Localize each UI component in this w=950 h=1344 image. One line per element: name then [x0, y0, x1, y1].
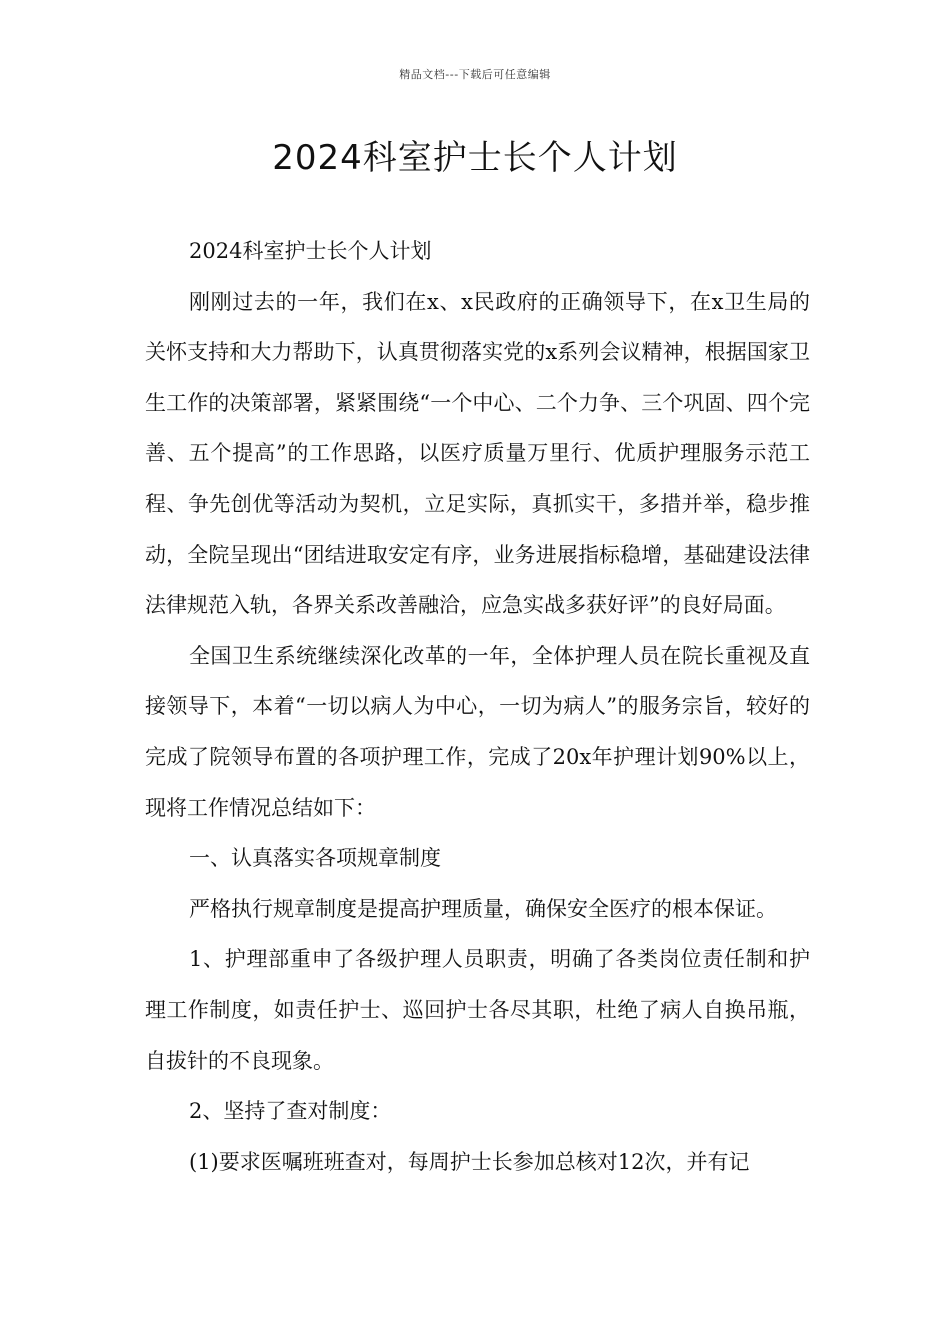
list-item-2: 2、坚持了查对制度： — [189, 1099, 392, 1124]
paragraph-summary: 全国卫生系统继续深化改革的一年，全体护理人员在院长重视及直接领导下，本着“一切以病人为中心，一切为病人”的服务宗旨，较好的完成了院领导布置的各项护理工作，完成了20x年护理计划90%以上，现将工作情况总结如下： — [145, 643, 810, 820]
section-heading-1: 一、认真落实各项规章制度 — [189, 846, 441, 871]
paragraph-subtitle: 2024科室护士长个人计划 — [189, 239, 432, 263]
paragraph-rules: 严格执行规章制度是提高护理质量，确保安全医疗的根本保证。 — [189, 896, 777, 921]
list-item-2-1: (1)要求医嘱班班查对，每周护士长参加总核对12次，并有记 — [189, 1149, 750, 1174]
header-note: 精品文档---下载后可任意编辑 — [399, 68, 551, 81]
document-title: 2024科室护士长个人计划 — [272, 138, 678, 178]
document-body — [145, 226, 810, 1187]
list-item-1: 1、护理部重申了各级护理人员职责，明确了各类岗位责任制和护理工作制度，如责任护士、巡回护士各尽其职，杜绝了病人自换吊瓶，自拔针的不良现象。 — [145, 947, 810, 1073]
paragraph-intro: 刚刚过去的一年，我们在x、x民政府的正确领导下，在x卫生局的关怀支持和大力帮助下，认真贯彻落实党的x系列会议精神，根据国家卫生工作的决策部署，紧紧围绕“一个中心、二个力争、三个巩固、四个完善、五个提高”的工作思路，以医疗质量万里行、优质护理服务示范工程、争先创优等活动为契机，立足实际，真抓实干，多措并举，稳步推动，全院呈现出“团结进取安定有序，业务进展指标稳增，基础建设法律法律规范入轨，各界关系改善融洽，应急实战多获好评”的良好局面。 — [145, 289, 810, 618]
